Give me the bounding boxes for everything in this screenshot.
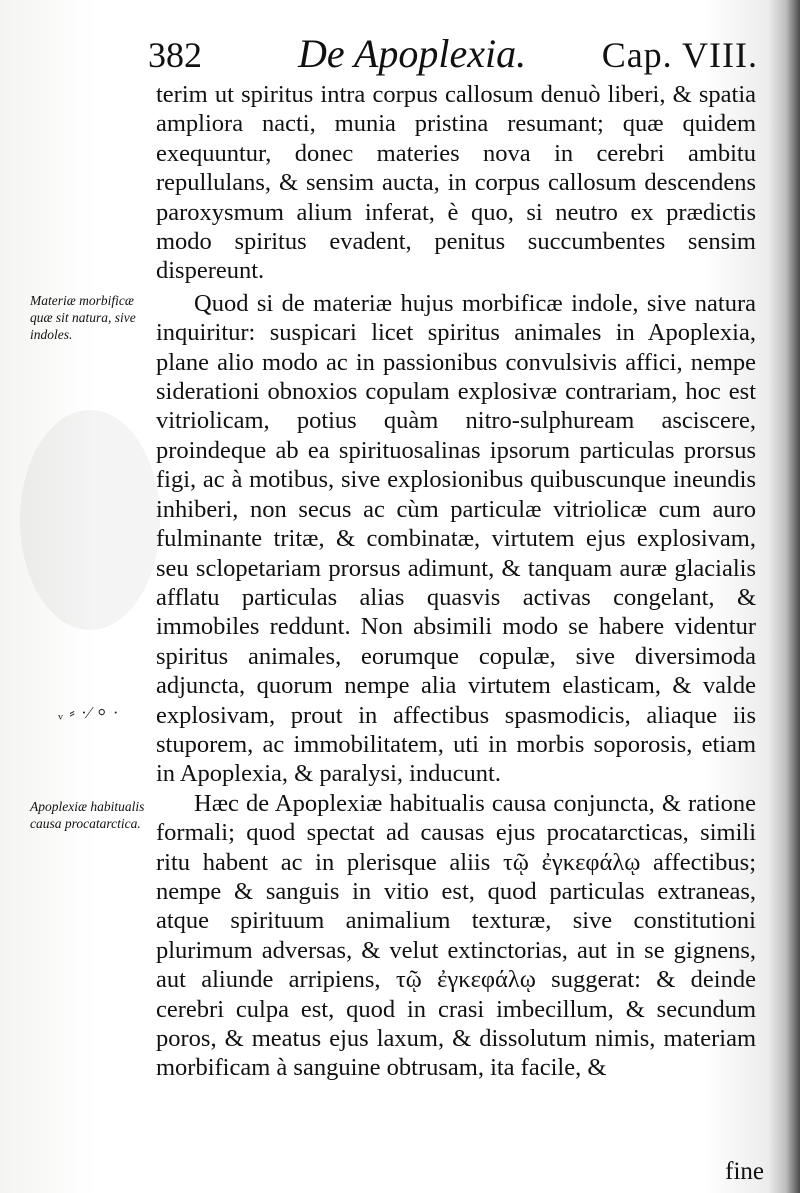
- running-title: De Apoplexia.: [298, 31, 527, 76]
- page-gutter-shadow: [786, 0, 800, 1193]
- stray-marks: ᵥ ⸗ ·⁄ ⸰ ·: [58, 703, 120, 722]
- catchword: fine: [725, 1158, 764, 1185]
- margin-note-materiae: Materiæ morbificæ quæ sit natura, sive indoles.: [30, 293, 136, 342]
- paragraph-haec-de: Hæc de Apoplexiæ habitualis causa conjuncta, & ratione formali; quod spectat ad causas ejus procatarcticas, simili ritu habent ac in plerisque aliis τῷ ἐγκεφάλῳ affectibus; nempe & sanguis in vitio est, quod particulas extraneas, atque spirituum animalium texturæ, sive constitutioni plurimum adversas, & velut extinctorias, aut in se gignens, aut aliunde arripiens, τῷ ἐγκεφάλῳ suggerat: & deinde cerebri culpa est, quod in crasi imbecillum, & secundum poros, & meatus ejus laxum, & dissolutum nimis, materiam morbificam à sanguine obtrusam, ita facile, &: [156, 789, 756, 1082]
- bleed-through-smudge: [20, 410, 160, 630]
- chapter-label: Cap. VIII.: [601, 35, 758, 75]
- paragraph-quod-si: Quod si de materiæ hujus morbificæ indole, sive natura inquiritur: suspicari licet spiritus animales in Apoplexia, plane alio modo ac in passionibus convulsivis affici, nempe siderationi obnoxios copulam explosivæ contrariam, hoc est vitriolicam, potius quàm nitro-sulphuream asciscere, proindeque ab ea spirituosalinas ipsorum particulas prorsus figi, ac à motibus, sive explosionibus quibuscunque ineundis inhiberi, non secus ac cùm particulæ vitriolicæ cum auro fulminante tritæ, & combinatæ, virtutem ejus explosivam, seu sclopetariam prorsus adimunt, & tanquam auræ glacialis afflatu particulas alias quasvis activas congelant, & immobiles reddunt. Non absimili modo se habere videntur spiritus animales, eorumque copulæ, sive diversimoda adjuncta, quorum nempe alia virtutem elasticam, & valde explosivam, prout in affectibus spasmodicis, aliaque iis stuporem, ac immobilitatem, uti in morbis soporosis, etiam in Apoplexia, & paralysi, inducunt.: [156, 289, 756, 788]
- page-number: 382: [148, 35, 202, 75]
- margin-note-apoplexiae: Apoplexiæ habitualis causa procatarctica.: [30, 799, 145, 831]
- paragraph-continuation: terim ut spiritus intra corpus callosum denuò liberi, & spatia ampliora nacti, munia pristina resumant; quæ quidem exequuntur, donec materies nova in cerebri ambitu repullulans, & sensim aucta, in corpus callosum descendens paroxysmum alium inferat, è quo, si neutro ex prædictis modo spiritus evadent, penitus succumbentes sensim dispereunt.: [156, 81, 756, 285]
- main-text: [156, 80, 756, 1083]
